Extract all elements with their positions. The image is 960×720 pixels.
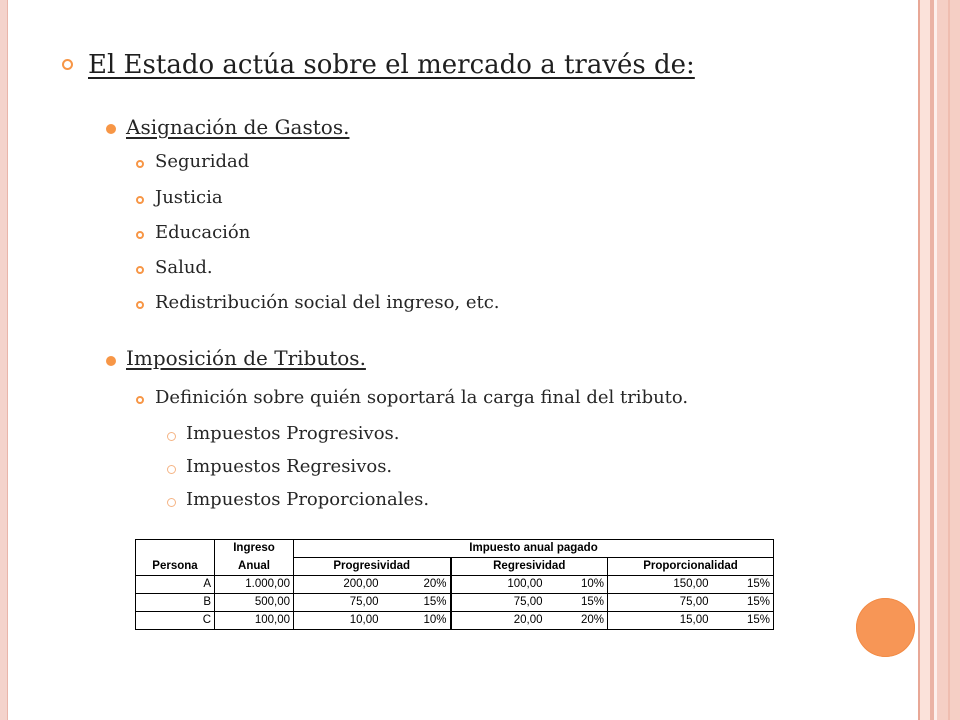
table-header-row [136,540,774,558]
cell-prog-pct: 10% [382,612,451,630]
sub-list-item: Impuestos Progresivos. [186,423,400,444]
cell-ingreso: 500,00 [215,594,294,612]
cell-persona: B [136,594,215,612]
list-item: Redistribución social del ingreso, etc. [155,292,500,313]
subitem-bullet-icon [167,465,176,474]
cell-prop-val: 15,00 [608,612,712,630]
header-persona: Persona [136,558,215,576]
left-border [0,0,8,720]
item-bullet-icon [136,231,144,239]
cell-prog-pct: 15% [382,594,451,612]
cell-reg-pct: 15% [546,594,608,612]
cell-prog-val: 75,00 [294,594,382,612]
cell-prop-pct: 15% [712,576,774,594]
header-ingreso-top: Ingreso [215,540,294,558]
header-impuesto: Impuesto anual pagado [294,540,774,558]
sub-list-item: Impuestos Proporcionales. [186,489,430,510]
table-header-row [136,558,774,576]
right-stripe [920,0,930,720]
item-bullet-icon [136,196,144,204]
sub-list-item: Impuestos Regresivos. [186,456,393,477]
table-row [136,594,774,612]
subitem-bullet-icon [167,498,176,507]
cell-prog-pct: 20% [382,576,451,594]
cell-reg-pct: 20% [546,612,608,630]
cell-persona: A [136,576,215,594]
header-cell [136,540,215,558]
cell-reg-val: 75,00 [451,594,546,612]
right-stripe [948,0,950,720]
list-item: Definición sobre quién soportará la carga final del tributo. [155,387,689,408]
section-bullet-icon [106,356,116,366]
item-bullet-icon [136,396,144,404]
header-progresividad: Progresividad [294,558,451,576]
slide-title: El Estado actúa sobre el mercado a través de: [88,50,695,80]
cell-reg-val: 100,00 [451,576,546,594]
title-bullet-icon [62,59,73,70]
section-heading-gastos: Asignación de Gastos. [126,115,350,139]
header-regresividad: Regresividad [451,558,608,576]
cell-ingreso: 1.000,00 [215,576,294,594]
cell-prog-val: 10,00 [294,612,382,630]
cell-prop-pct: 15% [712,612,774,630]
section-bullet-icon [106,124,116,134]
cell-reg-pct: 10% [546,576,608,594]
cell-reg-val: 20,00 [451,612,546,630]
decorative-circle [856,598,915,657]
list-item: Justicia [155,187,223,208]
header-proporcionalidad: Proporcionalidad [608,558,774,576]
header-ingreso-bottom: Anual [215,558,294,576]
item-bullet-icon [136,301,144,309]
cell-prog-val: 200,00 [294,576,382,594]
subitem-bullet-icon [167,432,176,441]
list-item: Salud. [155,257,213,278]
cell-prop-val: 150,00 [608,576,712,594]
table-row [136,612,774,630]
cell-ingreso: 100,00 [215,612,294,630]
cell-prop-val: 75,00 [608,594,712,612]
section-heading-tributos: Imposición de Tributos. [126,346,366,370]
list-item: Seguridad [155,151,250,172]
cell-persona: C [136,612,215,630]
tax-table [135,539,774,630]
list-item: Educación [155,222,251,243]
item-bullet-icon [136,266,144,274]
item-bullet-icon [136,160,144,168]
cell-prop-pct: 15% [712,594,774,612]
table-row [136,576,774,594]
